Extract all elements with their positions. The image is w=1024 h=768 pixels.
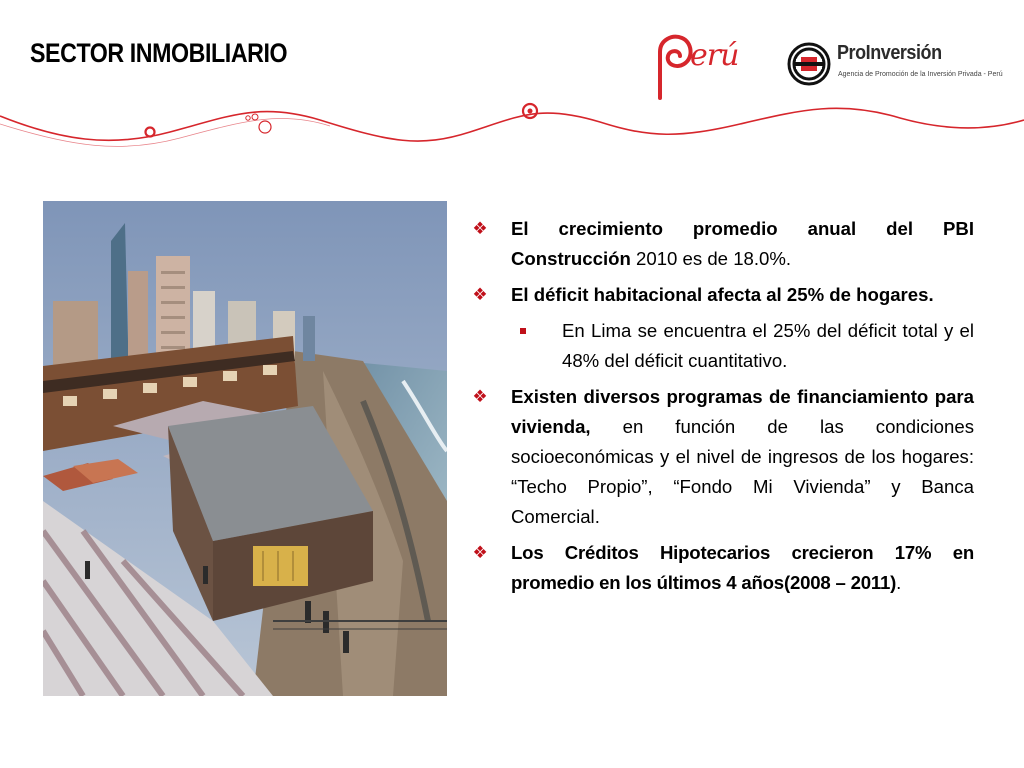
diamond-bullet-icon: ❖	[472, 387, 488, 406]
bullet-bold-text: Los Créditos Hipotecarios crecieron 17% en promedio en los últimos 4 años(2008 – 2011)	[511, 542, 974, 593]
bullet-item	[470, 382, 974, 532]
bullet-item	[470, 214, 974, 274]
bullet-text: 2010 es de 18.0%.	[630, 248, 792, 269]
sub-bullet-text: En Lima se encuentra el 25% del déficit total y el 48% del déficit cuantitativo.	[562, 320, 974, 371]
sub-bullet-item	[470, 316, 974, 376]
wave-circle-icon	[252, 114, 258, 120]
bullet-text: .	[896, 572, 902, 593]
diamond-bullet-icon: ❖	[472, 285, 488, 304]
diamond-bullet-icon: ❖	[472, 543, 488, 562]
proinversion-logo	[785, 40, 1005, 90]
proinversion-name: ProInversión	[837, 42, 942, 64]
bullet-item	[470, 538, 974, 598]
bullet-item	[470, 280, 974, 310]
peru-wordmark: erú	[690, 38, 739, 73]
wave-circle-icon	[259, 121, 271, 133]
diamond-bullet-icon: ❖	[472, 219, 488, 238]
peru-brand-logo	[650, 30, 765, 102]
wave-circle-icon	[146, 128, 155, 137]
decorative-wave	[0, 80, 1024, 170]
bullet-bold-text: Existen diversos programas de financiamiento para vivienda,	[511, 386, 974, 437]
slide-content	[470, 214, 974, 604]
wave-target-dot-icon	[528, 109, 533, 114]
proinversion-tagline: Agencia de Promoción de la Inversión Privada - Perú	[838, 71, 1003, 78]
square-bullet-icon	[520, 328, 526, 334]
proinversion-emblem-icon	[787, 42, 831, 86]
wave-circle-icon	[246, 116, 250, 120]
coastal-shopping-center-photo	[43, 201, 447, 696]
bullet-bold-text: El crecimiento promedio anual del PBI Construcción	[511, 218, 974, 269]
slide-title: SECTOR INMOBILIARIO	[30, 38, 288, 68]
bullet-text: en función de las condiciones socioeconómicas y el nivel de ingresos de los hogares: “Techo Propio”, “Fondo Mi Vivienda” y Banca Comercial.	[511, 416, 974, 527]
bullet-bold-text: El déficit habitacional afecta al 25% de hogares.	[511, 284, 934, 305]
peru-spiral-icon	[650, 30, 695, 102]
